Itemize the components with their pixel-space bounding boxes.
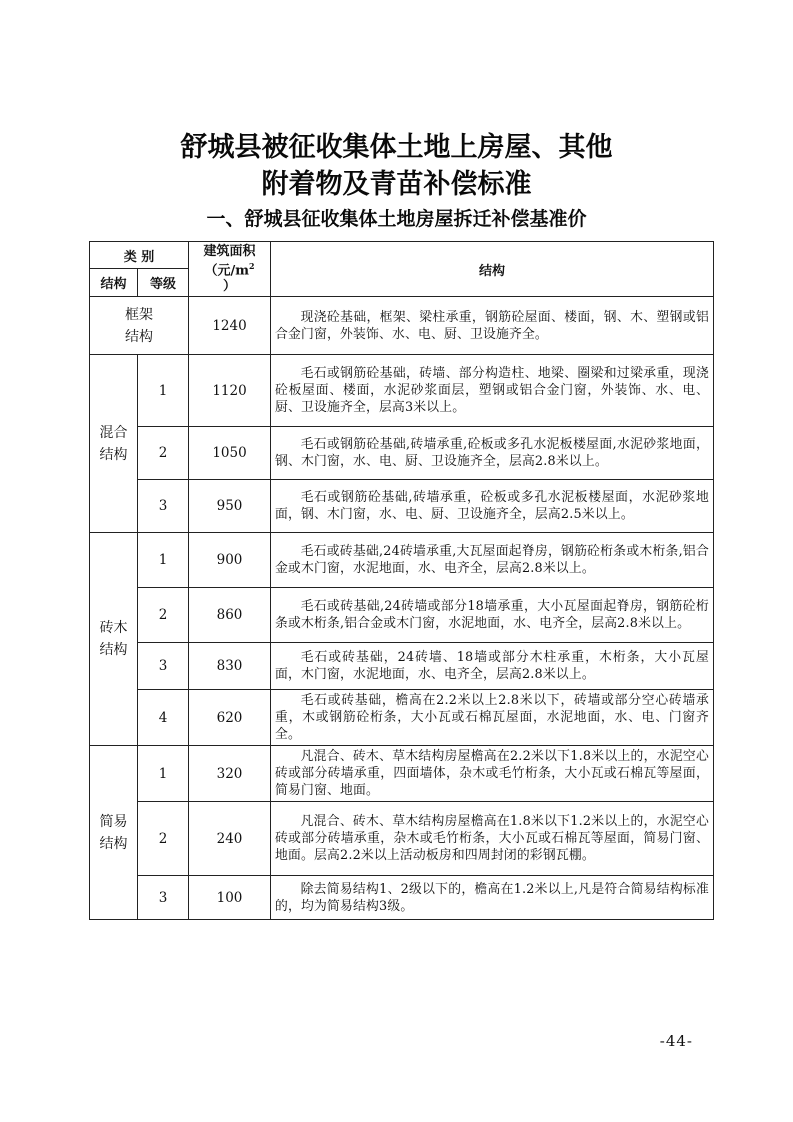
section-heading: 一、舒城县征收集体土地房屋拆迁补偿基准价 bbox=[206, 208, 587, 230]
grade-cell: 3 bbox=[138, 876, 189, 920]
grade-cell: 4 bbox=[138, 690, 189, 746]
header-area-price-sup: 2 bbox=[248, 261, 255, 272]
description-cell: 毛石或钢筋砼基础,砖墙承重，砼板或多孔水泥板楼屋面，水泥砂浆地面，钢、木门窗，水、电、厨、卫设施齐全，层高2.5米以上。 bbox=[271, 480, 714, 533]
header-description: 结构 bbox=[271, 242, 714, 297]
header-structure: 结构 bbox=[90, 269, 138, 297]
price-cell: 1120 bbox=[189, 355, 271, 427]
description-cell: 毛石或钢筋砼基础,砖墙承重,砼板或多孔水泥板楼屋面,水泥砂浆地面，钢、木门窗，水、电、厨、卫设施齐全，层高2.8米以上。 bbox=[271, 427, 714, 480]
table-row-brickwood-3 bbox=[90, 643, 714, 690]
structure-cell-brickwood bbox=[90, 533, 138, 746]
structure-label-line2: 结构 bbox=[99, 835, 128, 852]
structure-label-line2: 结构 bbox=[99, 446, 128, 463]
description-cell: 毛石或钢筋砼基础，砖墙、部分构造柱、地梁、圈梁和过梁承重，现浇砼板屋面、楼面，水泥砂浆面层，塑钢或铝合金门窗，外装饰、水、电、厨、卫设施齐全，层高3米以上。 bbox=[271, 355, 714, 427]
grade-cell: 3 bbox=[138, 480, 189, 533]
description-cell: 毛石或砖基础，24砖墙、18墙或部分木柱承重，木桁条，大小瓦屋面，木门窗，水泥地面，水、电齐全，层高2.8米以上。 bbox=[271, 643, 714, 690]
grade-cell: 2 bbox=[138, 802, 189, 876]
price-cell: 320 bbox=[189, 746, 271, 802]
page-number: -44- bbox=[659, 1032, 693, 1050]
table-row-brickwood-4 bbox=[90, 690, 714, 746]
structure-label-line1: 混合 bbox=[99, 424, 128, 441]
structure-cell-frame bbox=[90, 297, 189, 355]
grade-cell: 3 bbox=[138, 643, 189, 690]
table-row-simple-1 bbox=[90, 746, 714, 802]
description-cell: 凡混合、砖木、草木结构房屋檐高在2.2米以下1.8米以上的，水泥空心砖或部分砖墙承重，四面墙体，杂木或毛竹桁条，大小瓦或石棉瓦等屋面，简易门窗、地面。 bbox=[271, 746, 714, 802]
price-cell: 100 bbox=[189, 876, 271, 920]
grade-cell: 1 bbox=[138, 746, 189, 802]
price-cell: 620 bbox=[189, 690, 271, 746]
compensation-standard-table bbox=[89, 241, 714, 920]
header-area-price-line1: 建筑面积 bbox=[203, 244, 256, 260]
description-cell: 毛石或砖基础,24砖墙或部分18墙承重，大小瓦屋面起脊房，钢筋砼桁条或木桁条,铝合金或木门窗，水泥地面，水、电齐全，层高2.8米以上。 bbox=[271, 588, 714, 643]
price-cell: 830 bbox=[189, 643, 271, 690]
structure-label-line2: 结构 bbox=[99, 642, 128, 658]
grade-cell: 2 bbox=[138, 427, 189, 480]
price-cell: 1050 bbox=[189, 427, 271, 480]
table-row-brickwood-1 bbox=[90, 533, 714, 588]
grade-cell: 1 bbox=[138, 355, 189, 427]
table-header-row bbox=[90, 242, 714, 269]
price-cell: 860 bbox=[189, 588, 271, 643]
structure-label-line2: 结构 bbox=[125, 328, 153, 345]
price-cell: 1240 bbox=[189, 297, 271, 355]
table-row-frame bbox=[90, 297, 714, 355]
grade-cell: 2 bbox=[138, 588, 189, 643]
header-category: 类 别 bbox=[90, 242, 189, 269]
table-row-mixed-3 bbox=[90, 480, 714, 533]
table-row-mixed-2 bbox=[90, 427, 714, 480]
table-row-simple-3 bbox=[90, 876, 714, 920]
price-cell: 900 bbox=[189, 533, 271, 588]
description-cell: 凡混合、砖木、草木结构房屋檐高在1.8米以下1.2米以上的，水泥空心砖或部分砖墙承重，杂木或毛竹桁条，大小瓦或石棉瓦等屋面，简易门窗、地面。层高2.2米以上活动板房和四周封闭的彩钢瓦棚。 bbox=[271, 802, 714, 876]
structure-label-line1: 简易 bbox=[99, 813, 128, 830]
header-area-price-line2: （元/m bbox=[204, 263, 249, 279]
table-row-mixed-1 bbox=[90, 355, 714, 427]
description-cell: 除去简易结构1、2级以下的，檐高在1.2米以上,凡是符合简易结构标准的，均为简易结构3级。 bbox=[271, 876, 714, 920]
document-title-line2: 附着物及青苗补偿标准 bbox=[261, 169, 532, 200]
price-cell: 950 bbox=[189, 480, 271, 533]
description-cell: 毛石或砖基础，檐高在2.2米以上2.8米以下，砖墙或部分空心砖墙承重，木或钢筋砼桁条，大小瓦或石棉瓦屋面，水泥地面，水、电、门窗齐全。 bbox=[271, 690, 714, 746]
description-cell: 毛石或砖基础,24砖墙承重,大瓦屋面起脊房，钢筋砼桁条或木桁条,铝合金或木门窗，水泥地面，水、电齐全，层高2.8米以上。 bbox=[271, 533, 714, 588]
structure-label-line1: 框架 bbox=[125, 306, 153, 323]
header-grade: 等级 bbox=[138, 269, 189, 297]
grade-cell: 1 bbox=[138, 533, 189, 588]
structure-label-line1: 砖木 bbox=[99, 620, 128, 636]
structure-cell-mixed bbox=[90, 355, 138, 533]
table-row-simple-2 bbox=[90, 802, 714, 876]
price-cell: 240 bbox=[189, 802, 271, 876]
table-row-brickwood-2 bbox=[90, 588, 714, 643]
description-cell: 现浇砼基础，框架、梁柱承重，钢筋砼屋面、楼面，钢、木、塑钢或铝合金门窗，外装饰、水、电、厨、卫设施齐全。 bbox=[271, 297, 714, 355]
structure-cell-simple bbox=[90, 746, 138, 920]
header-area-price-line3: ） bbox=[222, 278, 236, 294]
document-title-line1: 舒城县被征收集体土地上房屋、其他 bbox=[180, 132, 613, 163]
header-area-price bbox=[189, 242, 271, 297]
